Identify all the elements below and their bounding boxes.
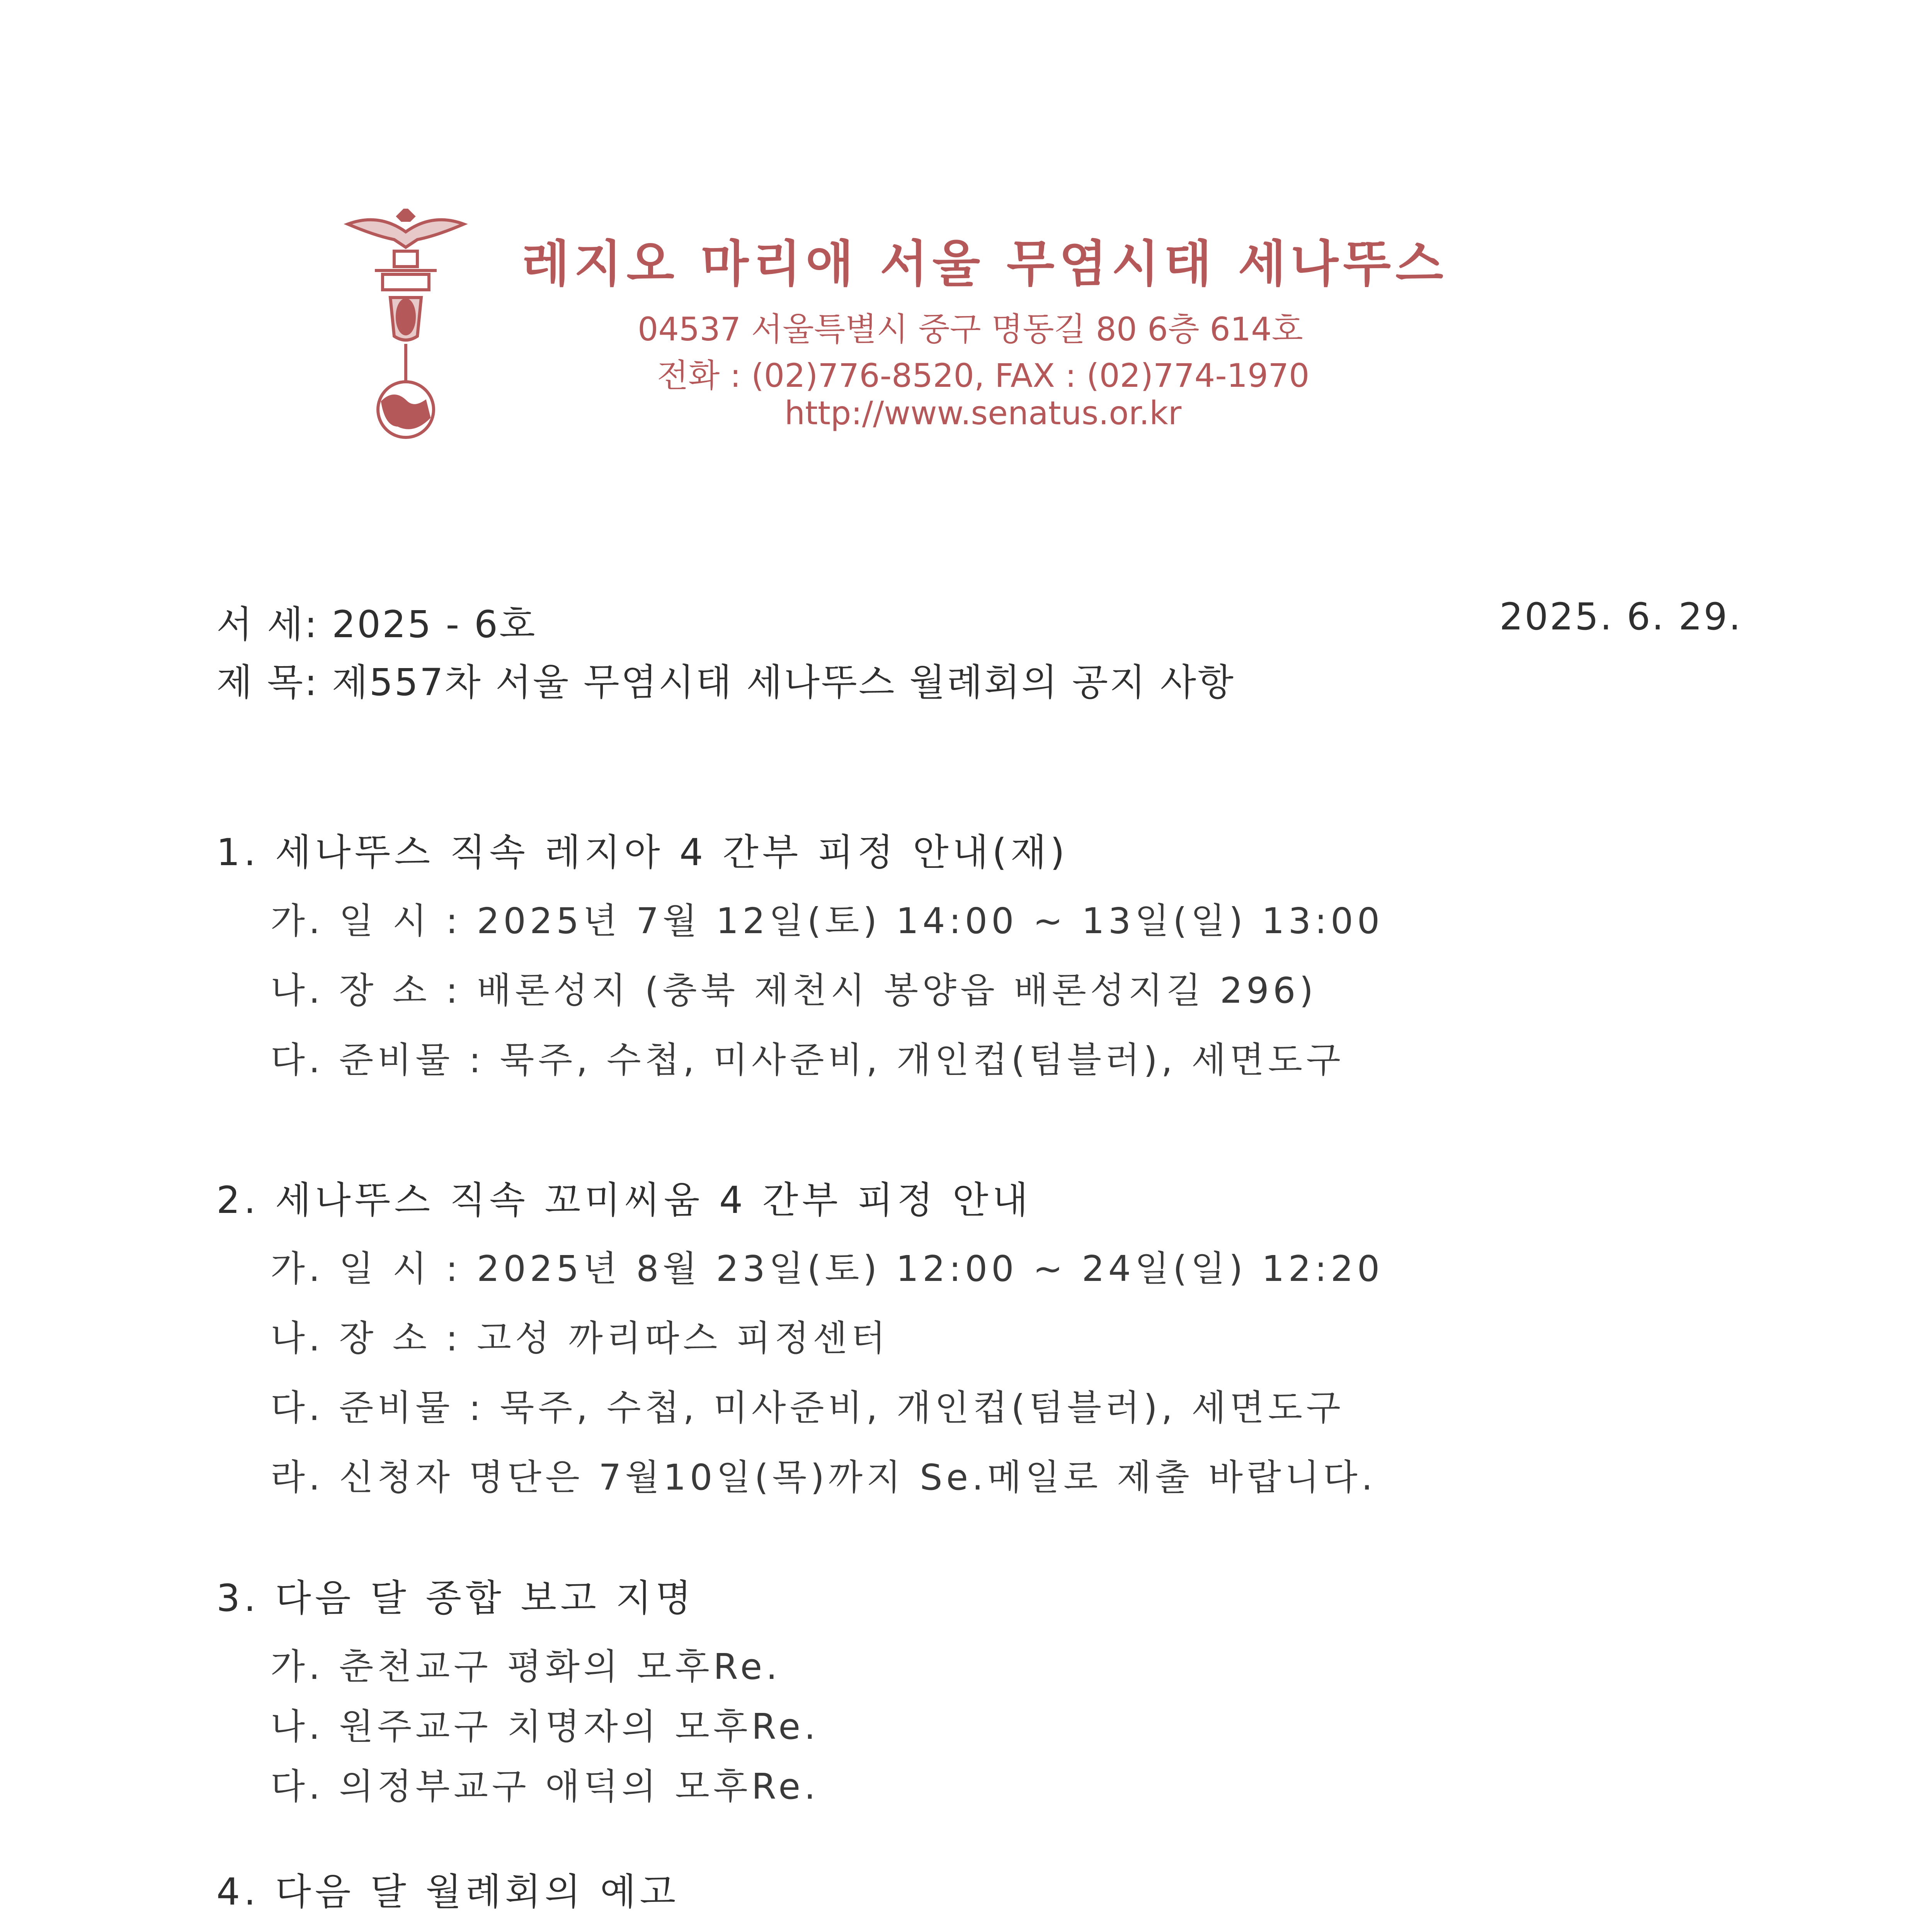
organization-address: 04537 서울특별시 중구 명동길 80 6층 614호 <box>638 310 1303 348</box>
section-item: 가. 일 시 : 2025년 7월 12일(토) 14:00 ~ 13일(일) 13:00 <box>271 900 1384 942</box>
legion-emblem-logo <box>340 209 471 440</box>
section-title: 2. 세나뚜스 직속 꼬미씨움 4 간부 피정 안내 <box>216 1179 1032 1222</box>
document-subject: 제 목: 제557차 서울 무염시태 세나뚜스 월례회의 공지 사항 <box>216 661 1235 704</box>
section-item: 다. 의정부교구 애덕의 모후Re. <box>271 1766 820 1807</box>
section-item: 라. 신청자 명단은 7월10일(목)까지 Se.메일로 제출 바랍니다. <box>271 1457 1377 1498</box>
section-title: 3. 다음 달 종합 보고 지명 <box>216 1577 695 1620</box>
section-item: 나. 장 소 : 고성 까리따스 피정센터 <box>271 1318 890 1359</box>
section-title: 4. 다음 달 월례회의 예고 <box>216 1870 680 1913</box>
organization-contact: 전화 : (02)776-8520, FAX : (02)774-1970 <box>657 357 1310 395</box>
organization-name: 레지오 마리애 서울 무염시태 세나뚜스 <box>522 235 1448 293</box>
organization-website[interactable]: http://www.senatus.or.kr <box>784 394 1182 432</box>
section-item: 나. 장 소 : 배론성지 (충북 제천시 봉양읍 배론성지길 296) <box>271 970 1317 1011</box>
section-item: 다. 준비물 : 묵주, 수첩, 미사준비, 개인컵(텀블러), 세면도구 <box>271 1387 1344 1429</box>
document-number: 서 세: 2025 - 6호 <box>216 603 537 646</box>
section-title: 1. 세나뚜스 직속 레지아 4 간부 피정 안내(재) <box>216 831 1069 874</box>
section-item: 나. 원주교구 치명자의 모후Re. <box>271 1706 820 1747</box>
document-date: 2025. 6. 29. <box>1499 595 1742 638</box>
section-item: 가. 춘천교구 평화의 모후Re. <box>271 1646 781 1687</box>
section-item: 다. 준비물 : 묵주, 수첩, 미사준비, 개인컵(텀블러), 세면도구 <box>271 1039 1344 1081</box>
section-item: 가. 일 시 : 2025년 8월 23일(토) 12:00 ~ 24일(일) 12:20 <box>271 1248 1384 1289</box>
